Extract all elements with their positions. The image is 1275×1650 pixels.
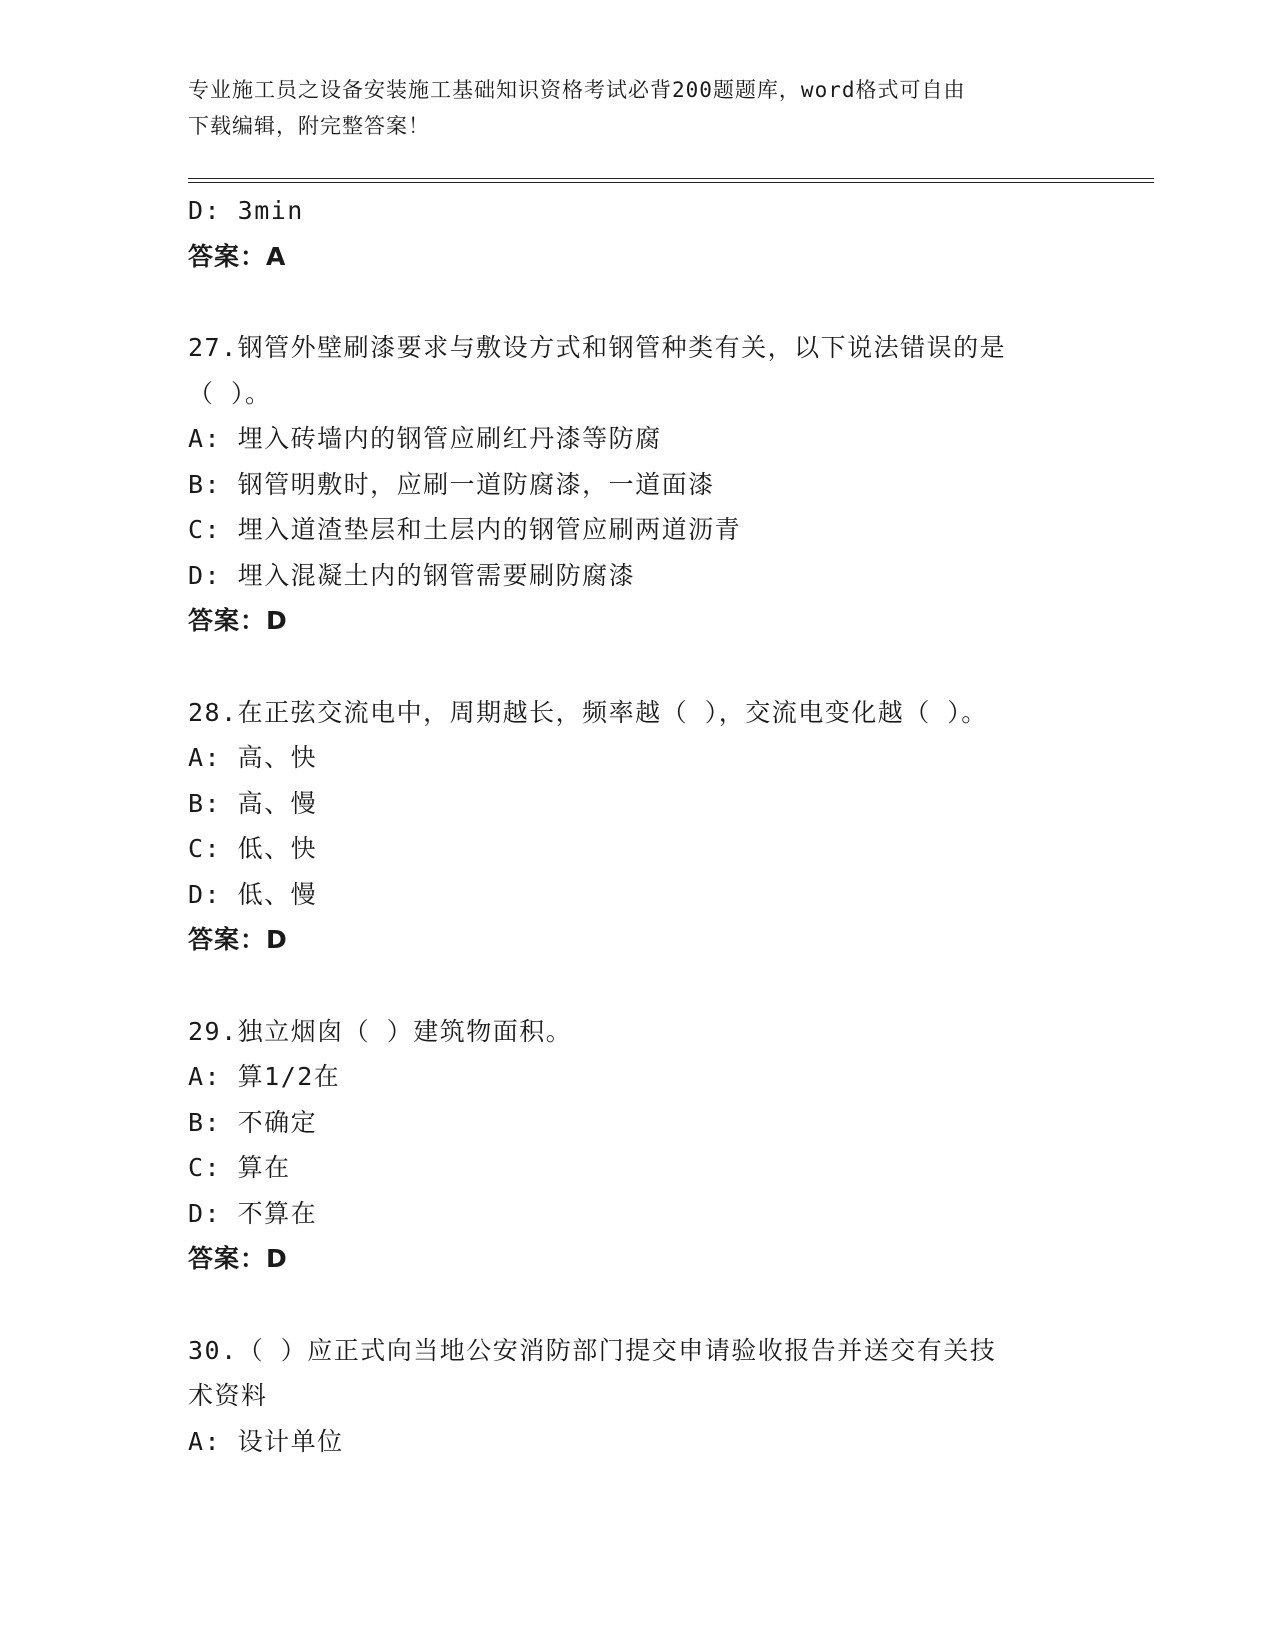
question-29-option-c: C: 算在 [188,1153,291,1182]
question-28-option-a: A: 高、快 [188,743,318,772]
question-27-stem: 27.钢管外壁刷漆要求与敷设方式和钢管种类有关，以下说法错误的是 [188,333,1007,362]
question-28-option-d: D: 低、慢 [188,879,318,909]
question-29-option-d: D: 不算在 [188,1198,318,1228]
question-27-answer: 答案：D [188,606,288,635]
question-30-stem: 30.（ ）应正式向当地公安消防部门提交申请验收报告并送交有关技 [188,1335,997,1365]
question-28-option-c: C: 低、快 [188,834,318,863]
question-29 [188,1009,1088,1282]
question-27-option-c: C: 埋入道渣垫层和土层内的钢管应刷两道沥青 [188,515,742,544]
document-header [188,72,1088,144]
prev-answer: 答案：A [188,241,287,271]
question-28-answer: 答案：D [188,925,288,954]
question-30-option-a: A: 设计单位 [188,1426,344,1456]
question-27-option-d: D: 埋入混凝土内的钢管需要刷防腐漆 [188,560,636,590]
question-29-option-a: A: 算1/2在 [188,1062,341,1091]
question-27-option-a: A: 埋入砖墙内的钢管应刷红丹漆等防腐 [188,424,662,453]
question-28-option-b: B: 高、慢 [188,788,318,818]
prev-option-d: D: 3min [188,196,304,225]
question-28 [188,690,1088,963]
question-29-option-b: B: 不确定 [188,1107,318,1137]
question-27-option-b: B: 钢管明敷时，应刷一道防腐漆，一道面漆 [188,469,715,499]
question-29-answer: 答案：D [188,1244,288,1273]
header-line-2: 下载编辑，附完整答案！ [188,114,430,138]
question-27-stem-cont: （ ）。 [188,378,272,408]
header-line-1: 专业施工员之设备安装施工基础知识资格考试必背200题题库，word格式可自由 [188,78,966,102]
header-divider-bottom [188,182,1154,183]
header-divider-top [188,178,1154,179]
question-30 [188,1328,1088,1465]
question-content [188,188,1088,1464]
question-28-stem: 28.在正弦交流电中，周期越长，频率越（ ），交流电变化越（ ）。 [188,697,988,727]
question-30-stem-cont: 术资料 [188,1381,268,1410]
question-29-stem: 29.独立烟囱（ ）建筑物面积。 [188,1016,573,1046]
question-27 [188,325,1088,644]
